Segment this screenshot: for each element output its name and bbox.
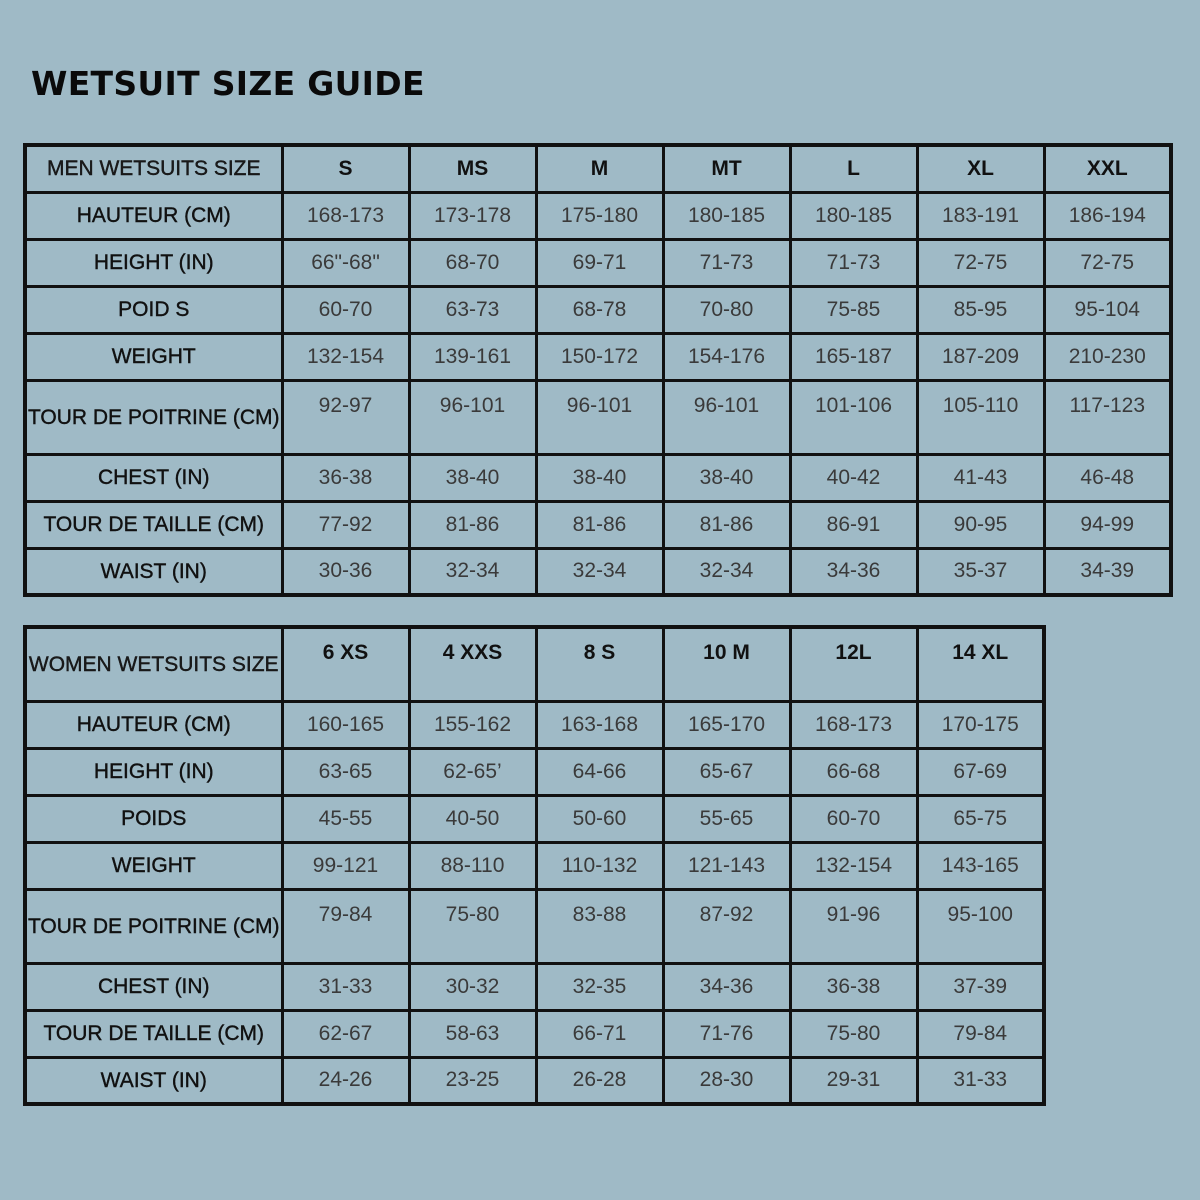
row-label: CHEST (IN) [25,963,282,1010]
page-title: WETSUIT SIZE GUIDE [31,64,425,103]
table-cell: 180-185 [790,192,917,239]
table-row [25,701,1044,748]
table-row [25,1057,1044,1104]
table-cell: 23-25 [409,1057,536,1104]
table-row [25,748,1044,795]
table-cell: 30-32 [409,963,536,1010]
table-cell: 66"-68" [282,239,409,286]
table-cell: 64-66 [536,748,663,795]
table-cell: 38-40 [409,454,536,501]
table-cell: 46-48 [1044,454,1171,501]
table-cell: 31-33 [282,963,409,1010]
table-cell: 168-173 [282,192,409,239]
table-cell: 163-168 [536,701,663,748]
table-cell: 96-101 [409,380,536,454]
table-cell: 31-33 [917,1057,1044,1104]
table-cell: 62-67 [282,1010,409,1057]
table-cell: 139-161 [409,333,536,380]
row-label: WAIST (IN) [25,1057,282,1104]
table-cell: 175-180 [536,192,663,239]
table-cell: 186-194 [1044,192,1171,239]
table-cell: 32-34 [663,548,790,595]
table-row [25,1010,1044,1057]
women-header-label: WOMEN WETSUITS SIZE [25,627,282,701]
table-cell: 36-38 [790,963,917,1010]
table-row [25,333,1171,380]
table-cell: 60-70 [790,795,917,842]
table-cell: 92-97 [282,380,409,454]
table-cell: 71-73 [790,239,917,286]
table-row [25,380,1171,454]
table-row [25,192,1171,239]
table-cell: 173-178 [409,192,536,239]
table-cell: 45-55 [282,795,409,842]
row-label: WAIST (IN) [25,548,282,595]
women-size-header: 6 XS [282,627,409,701]
row-label: TOUR DE POITRINE (CM) [25,380,282,454]
table-cell: 38-40 [663,454,790,501]
women-size-header: 4 XXS [409,627,536,701]
women-size-header: 14 XL [917,627,1044,701]
table-cell: 121-143 [663,842,790,889]
table-cell: 79-84 [282,889,409,963]
table-cell: 154-176 [663,333,790,380]
row-label: WEIGHT [25,842,282,889]
table-cell: 81-86 [663,501,790,548]
women-size-header: 10 M [663,627,790,701]
table-cell: 81-86 [536,501,663,548]
table-cell: 96-101 [663,380,790,454]
table-row [25,548,1171,595]
table-cell: 28-30 [663,1057,790,1104]
row-label: HAUTEUR (CM) [25,192,282,239]
men-size-header: MT [663,145,790,192]
table-cell: 34-36 [790,548,917,595]
table-cell: 65-75 [917,795,1044,842]
table-row [25,286,1171,333]
table-cell: 58-63 [409,1010,536,1057]
table-cell: 66-71 [536,1010,663,1057]
table-cell: 101-106 [790,380,917,454]
women-header-row [25,627,1044,701]
women-size-header: 8 S [536,627,663,701]
table-cell: 26-28 [536,1057,663,1104]
table-cell: 35-37 [917,548,1044,595]
table-cell: 86-91 [790,501,917,548]
men-size-header: M [536,145,663,192]
men-size-header: L [790,145,917,192]
row-label: TOUR DE POITRINE (CM) [25,889,282,963]
table-cell: 132-154 [790,842,917,889]
table-cell: 29-31 [790,1057,917,1104]
table-cell: 36-38 [282,454,409,501]
table-cell: 95-100 [917,889,1044,963]
row-label: CHEST (IN) [25,454,282,501]
men-size-header: MS [409,145,536,192]
women-size-table [23,625,1046,1106]
table-cell: 187-209 [917,333,1044,380]
table-row [25,454,1171,501]
table-cell: 94-99 [1044,501,1171,548]
table-cell: 32-35 [536,963,663,1010]
table-cell: 88-110 [409,842,536,889]
table-cell: 210-230 [1044,333,1171,380]
table-cell: 60-70 [282,286,409,333]
table-cell: 65-67 [663,748,790,795]
table-cell: 95-104 [1044,286,1171,333]
table-row [25,795,1044,842]
table-cell: 70-80 [663,286,790,333]
table-cell: 55-65 [663,795,790,842]
table-cell: 110-132 [536,842,663,889]
men-size-header: S [282,145,409,192]
table-cell: 83-88 [536,889,663,963]
table-cell: 41-43 [917,454,1044,501]
row-label: POID S [25,286,282,333]
row-label: POIDS [25,795,282,842]
table-cell: 34-36 [663,963,790,1010]
table-cell: 69-71 [536,239,663,286]
table-cell: 24-26 [282,1057,409,1104]
table-row [25,963,1044,1010]
table-cell: 170-175 [917,701,1044,748]
row-label: HAUTEUR (CM) [25,701,282,748]
table-row [25,501,1171,548]
table-cell: 32-34 [536,548,663,595]
table-cell: 105-110 [917,380,1044,454]
table-cell: 160-165 [282,701,409,748]
table-cell: 77-92 [282,501,409,548]
women-size-header: 12L [790,627,917,701]
table-cell: 117-123 [1044,380,1171,454]
table-cell: 62-65’ [409,748,536,795]
table-cell: 90-95 [917,501,1044,548]
table-cell: 75-80 [790,1010,917,1057]
table-cell: 68-78 [536,286,663,333]
table-cell: 75-85 [790,286,917,333]
men-size-table [23,143,1173,597]
table-cell: 85-95 [917,286,1044,333]
table-cell: 38-40 [536,454,663,501]
table-cell: 91-96 [790,889,917,963]
table-cell: 79-84 [917,1010,1044,1057]
row-label: HEIGHT (IN) [25,239,282,286]
table-cell: 37-39 [917,963,1044,1010]
table-cell: 99-121 [282,842,409,889]
table-cell: 34-39 [1044,548,1171,595]
table-cell: 75-80 [409,889,536,963]
men-size-header: XXL [1044,145,1171,192]
table-cell: 67-69 [917,748,1044,795]
row-label: WEIGHT [25,333,282,380]
table-cell: 66-68 [790,748,917,795]
table-cell: 81-86 [409,501,536,548]
table-cell: 165-187 [790,333,917,380]
table-cell: 30-36 [282,548,409,595]
table-cell: 87-92 [663,889,790,963]
table-cell: 96-101 [536,380,663,454]
table-cell: 68-70 [409,239,536,286]
row-label: TOUR DE TAILLE (CM) [25,1010,282,1057]
men-header-label: MEN WETSUITS SIZE [25,145,282,192]
table-cell: 63-65 [282,748,409,795]
table-cell: 71-76 [663,1010,790,1057]
table-cell: 150-172 [536,333,663,380]
table-cell: 40-42 [790,454,917,501]
table-cell: 32-34 [409,548,536,595]
table-cell: 63-73 [409,286,536,333]
table-cell: 183-191 [917,192,1044,239]
table-cell: 165-170 [663,701,790,748]
men-size-header: XL [917,145,1044,192]
table-cell: 50-60 [536,795,663,842]
table-row [25,239,1171,286]
table-cell: 71-73 [663,239,790,286]
table-cell: 155-162 [409,701,536,748]
table-cell: 72-75 [917,239,1044,286]
table-cell: 132-154 [282,333,409,380]
table-cell: 168-173 [790,701,917,748]
table-row [25,889,1044,963]
table-row [25,842,1044,889]
table-cell: 180-185 [663,192,790,239]
row-label: HEIGHT (IN) [25,748,282,795]
table-cell: 143-165 [917,842,1044,889]
table-cell: 40-50 [409,795,536,842]
row-label: TOUR DE TAILLE (CM) [25,501,282,548]
table-cell: 72-75 [1044,239,1171,286]
men-header-row [25,145,1171,192]
